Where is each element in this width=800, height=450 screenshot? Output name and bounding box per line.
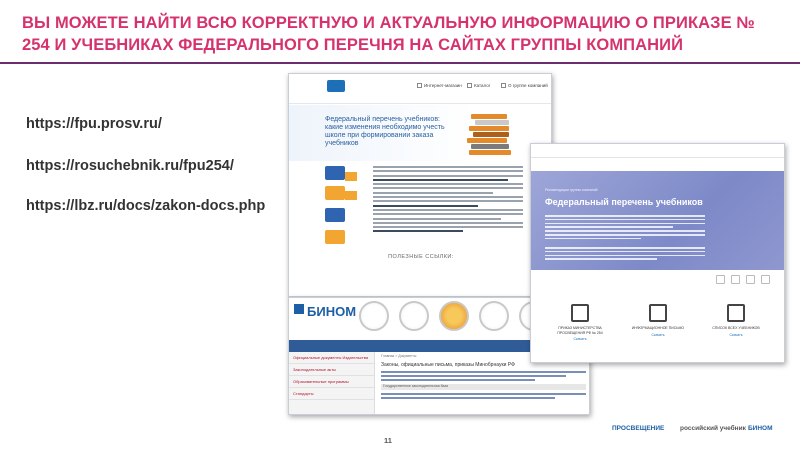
- brand-name: БИНОМ: [307, 304, 357, 319]
- section-header: Государственное законодательная база: [381, 384, 586, 390]
- share-icon[interactable]: [761, 275, 770, 284]
- left-menu: [289, 352, 375, 415]
- prosveshchenie-logo: ПРОСВЕЩЕНИЕ: [612, 425, 665, 432]
- hero-banner: [531, 171, 784, 270]
- share-icon[interactable]: [716, 275, 725, 284]
- letter-icon: [649, 304, 667, 322]
- binom-logo: БИНОМ: [748, 425, 773, 432]
- binom-logo-icon: [294, 304, 304, 314]
- share-icon[interactable]: [746, 275, 755, 284]
- list-icon: [727, 304, 745, 322]
- list-icon[interactable]: [325, 186, 345, 200]
- screenshot-rosuchebnik: [530, 143, 785, 363]
- breadcrumb[interactable]: [531, 159, 784, 169]
- monitor-icon: [571, 304, 589, 322]
- left-menu-item[interactable]: Стандарты: [289, 388, 374, 400]
- prosv-logo-icon: [327, 80, 345, 92]
- page-heading: Законы, официальные письма, приказы Минобрнауки РФ: [381, 362, 515, 368]
- rosuchebnik-logo: российский учебник: [680, 425, 746, 432]
- site-header: [531, 144, 784, 158]
- left-menu-item[interactable]: Официальные документы Издательства: [289, 352, 374, 364]
- share-icon[interactable]: [731, 275, 740, 284]
- left-menu-item[interactable]: Законодательные акты: [289, 364, 374, 376]
- book-icon[interactable]: [325, 208, 345, 222]
- article-text: [373, 166, 523, 235]
- menu-about[interactable]: О группе компаний: [501, 83, 548, 88]
- page-number: 11: [384, 436, 392, 445]
- slide-title: ВЫ МОЖЕТЕ НАЙТИ ВСЮ КОРРЕКТНУЮ И АКТУАЛЬНУЮ ИНФОРМАЦИЮ О ПРИКАЗЕ № 254 И УЧЕБНИКАХ ФЕДЕРАЛЬНОГО ПЕРЕЧНЯ НА САЙТАХ ГРУППЫ КОМПАНИЙ: [22, 14, 755, 54]
- menu-shop[interactable]: Интернет-магазин: [417, 83, 462, 88]
- left-menu-item[interactable]: Образовательные программы: [289, 376, 374, 388]
- menu-catalog[interactable]: Каталог: [467, 83, 490, 88]
- doc-card[interactable]: ПРИКАЗ МИНИСТЕРСТВА ПРОСВЕЩЕНИЯ РФ № 254 Скачать: [545, 304, 615, 341]
- screenshot-fpu-prosv: [288, 73, 552, 297]
- title-divider: [0, 62, 800, 64]
- badge-icon[interactable]: [479, 301, 509, 331]
- doc-card[interactable]: ИНФОРМАЦИОННОЕ ПИСЬМО Скачать: [623, 304, 693, 337]
- badge-icon[interactable]: [359, 301, 389, 331]
- books-stack-icon: [457, 110, 517, 158]
- cart-icon[interactable]: [325, 230, 345, 244]
- books-badge-icon[interactable]: [439, 301, 469, 331]
- link-lbz[interactable]: https://lbz.ru/docs/zakon-docs.php: [26, 198, 266, 214]
- hero-title: Федеральный перечень учебников: какие изменения необходимо учесть школе при формировании заказа учебников: [325, 116, 445, 147]
- doc-icon[interactable]: [325, 166, 345, 180]
- site-header: [289, 74, 551, 104]
- breadcrumb[interactable]: Главная > Документы: [381, 354, 417, 358]
- badge-icon[interactable]: [399, 301, 429, 331]
- useful-links-heading: ПОЛЕЗНЫЕ ССЫЛКИ:: [388, 254, 454, 260]
- link-rosuchebnik[interactable]: https://rosuchebnik.ru/fpu254/: [26, 158, 234, 174]
- link-fpu-prosv[interactable]: https://fpu.prosv.ru/: [26, 116, 162, 132]
- hero-tag: Рекомендации группы компаний: [545, 188, 598, 192]
- doc-card[interactable]: СПИСОК ВСЕХ УЧЕБНИКОВ Скачать: [701, 304, 771, 337]
- hero-title: Федеральный перечень учебников: [545, 197, 703, 207]
